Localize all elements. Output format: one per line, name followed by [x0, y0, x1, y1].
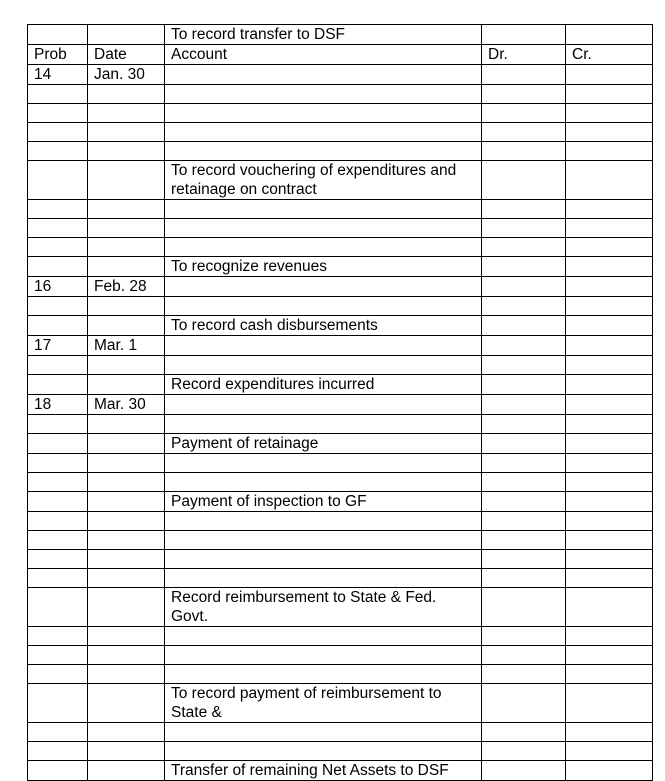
date-cell	[88, 761, 165, 781]
account-cell: Record reimbursement to State & Fed. Govt.	[165, 588, 482, 627]
dr-cell	[482, 742, 566, 761]
date-cell	[88, 627, 165, 646]
header-dr: Dr.	[482, 45, 566, 65]
prob-cell	[28, 665, 88, 684]
dr-cell	[482, 219, 566, 238]
prob-cell: 17	[28, 336, 88, 356]
date-cell	[88, 550, 165, 569]
account-cell: To recognize revenues	[165, 257, 482, 277]
dr-cell	[482, 492, 566, 512]
account-cell	[165, 531, 482, 550]
table-row	[28, 219, 653, 238]
date-cell	[88, 316, 165, 336]
date-cell	[88, 531, 165, 550]
table-row	[28, 434, 653, 454]
dr-cell	[482, 65, 566, 85]
cr-cell	[566, 512, 653, 531]
table-row	[28, 454, 653, 473]
account-cell	[165, 277, 482, 297]
table-row	[28, 665, 653, 684]
dr-cell	[482, 588, 566, 627]
date-cell	[88, 415, 165, 434]
cr-cell	[566, 257, 653, 277]
dr-cell	[482, 531, 566, 550]
date-cell	[88, 569, 165, 588]
cr-cell	[566, 588, 653, 627]
cr-cell	[566, 123, 653, 142]
dr-cell	[482, 761, 566, 781]
cr-cell	[566, 434, 653, 454]
date-cell	[88, 200, 165, 219]
account-cell: To record vouchering of expenditures and retainage on contract	[165, 161, 482, 200]
cr-cell	[566, 761, 653, 781]
prob-cell	[28, 473, 88, 492]
dr-cell	[482, 512, 566, 531]
account-cell	[165, 65, 482, 85]
prob-cell	[28, 85, 88, 104]
prob-cell	[28, 297, 88, 316]
date-cell	[88, 123, 165, 142]
date-cell	[88, 723, 165, 742]
account-cell: Payment of inspection to GF	[165, 492, 482, 512]
title-above-cell: To record transfer to DSF	[165, 25, 482, 45]
account-cell	[165, 723, 482, 742]
dr-cell	[482, 684, 566, 723]
cr-cell	[566, 356, 653, 375]
dr-cell	[482, 104, 566, 123]
account-cell	[165, 356, 482, 375]
table-row	[28, 356, 653, 375]
account-cell	[165, 415, 482, 434]
cr-cell	[566, 684, 653, 723]
date-cell	[88, 238, 165, 257]
cr-cell	[566, 219, 653, 238]
cr-cell	[566, 723, 653, 742]
cr-cell	[566, 627, 653, 646]
prob-cell: 16	[28, 277, 88, 297]
date-cell	[88, 375, 165, 395]
date-cell	[88, 85, 165, 104]
table-row	[28, 512, 653, 531]
dr-cell	[482, 473, 566, 492]
account-cell	[165, 85, 482, 104]
dr-cell	[482, 85, 566, 104]
account-cell	[165, 627, 482, 646]
prob-cell	[28, 219, 88, 238]
table-row	[28, 277, 653, 297]
date-cell	[88, 473, 165, 492]
date-cell	[88, 684, 165, 723]
table-row	[28, 257, 653, 277]
account-cell	[165, 238, 482, 257]
date-cell: Mar. 30	[88, 395, 165, 415]
dr-cell	[482, 395, 566, 415]
cr-cell	[566, 550, 653, 569]
cr-cell	[566, 742, 653, 761]
prob-cell	[28, 257, 88, 277]
cr-cell	[566, 665, 653, 684]
cr-cell	[566, 277, 653, 297]
dr-cell	[482, 123, 566, 142]
dr-cell	[482, 434, 566, 454]
prob-cell	[28, 142, 88, 161]
date-cell	[88, 219, 165, 238]
date-cell	[88, 142, 165, 161]
prob-cell: 18	[28, 395, 88, 415]
dr-cell	[482, 665, 566, 684]
cr-cell	[566, 646, 653, 665]
account-cell	[165, 569, 482, 588]
prob-cell	[28, 375, 88, 395]
dr-cell	[482, 627, 566, 646]
date-cell	[88, 646, 165, 665]
date-cell: Mar. 1	[88, 336, 165, 356]
dr-cell	[482, 375, 566, 395]
cr-cell	[566, 104, 653, 123]
date-cell	[88, 454, 165, 473]
prob-cell	[28, 684, 88, 723]
table-row	[28, 415, 653, 434]
date-cell	[88, 297, 165, 316]
date-cell: Jan. 30	[88, 65, 165, 85]
table-row	[28, 646, 653, 665]
dr-cell	[482, 646, 566, 665]
table-row	[28, 123, 653, 142]
title-dr-cell	[482, 25, 566, 45]
journal-table	[27, 24, 653, 781]
table-row	[28, 531, 653, 550]
dr-cell	[482, 161, 566, 200]
dr-cell	[482, 454, 566, 473]
table-row	[28, 375, 653, 395]
dr-cell	[482, 316, 566, 336]
cr-cell	[566, 395, 653, 415]
account-cell	[165, 665, 482, 684]
table-row	[28, 104, 653, 123]
table-row	[28, 336, 653, 356]
prob-cell	[28, 588, 88, 627]
cr-cell	[566, 85, 653, 104]
cr-cell	[566, 492, 653, 512]
prob-cell	[28, 161, 88, 200]
table-row	[28, 316, 653, 336]
prob-cell	[28, 104, 88, 123]
dr-cell	[482, 238, 566, 257]
dr-cell	[482, 277, 566, 297]
header-prob: Prob	[28, 45, 88, 65]
table-row	[28, 200, 653, 219]
prob-cell	[28, 550, 88, 569]
account-cell	[165, 200, 482, 219]
cr-cell	[566, 238, 653, 257]
prob-cell	[28, 238, 88, 257]
date-cell	[88, 492, 165, 512]
prob-cell	[28, 627, 88, 646]
account-cell	[165, 104, 482, 123]
account-cell	[165, 512, 482, 531]
header-account: Account	[165, 45, 482, 65]
dr-cell	[482, 200, 566, 219]
account-cell	[165, 473, 482, 492]
cr-cell	[566, 142, 653, 161]
table-row	[28, 395, 653, 415]
table-row	[28, 742, 653, 761]
account-cell: Record expenditures incurred	[165, 375, 482, 395]
table-row	[28, 297, 653, 316]
title-row	[28, 25, 653, 45]
account-cell: To record payment of reimbursement to State &	[165, 684, 482, 723]
account-cell	[165, 297, 482, 316]
prob-cell	[28, 512, 88, 531]
table-row	[28, 761, 653, 781]
table-row	[28, 550, 653, 569]
account-cell: To record cash disbursements	[165, 316, 482, 336]
table-row	[28, 588, 653, 627]
cr-cell	[566, 316, 653, 336]
date-cell: Feb. 28	[88, 277, 165, 297]
table-row	[28, 569, 653, 588]
dr-cell	[482, 569, 566, 588]
title-cr-cell	[566, 25, 653, 45]
account-cell	[165, 336, 482, 356]
date-cell	[88, 434, 165, 454]
cr-cell	[566, 415, 653, 434]
dr-cell	[482, 336, 566, 356]
prob-cell	[28, 356, 88, 375]
date-cell	[88, 356, 165, 375]
table-row	[28, 142, 653, 161]
table-row	[28, 627, 653, 646]
account-cell	[165, 142, 482, 161]
account-cell: Payment of retainage	[165, 434, 482, 454]
dr-cell	[482, 142, 566, 161]
account-cell: Transfer of remaining Net Assets to DSF	[165, 761, 482, 781]
journal-body	[28, 25, 653, 781]
cr-cell	[566, 200, 653, 219]
date-cell	[88, 665, 165, 684]
cr-cell	[566, 569, 653, 588]
date-cell	[88, 104, 165, 123]
table-row	[28, 238, 653, 257]
cr-cell	[566, 531, 653, 550]
date-cell	[88, 742, 165, 761]
header-date: Date	[88, 45, 165, 65]
cr-cell	[566, 375, 653, 395]
table-row	[28, 723, 653, 742]
account-cell	[165, 550, 482, 569]
prob-cell	[28, 742, 88, 761]
date-cell	[88, 588, 165, 627]
date-cell	[88, 161, 165, 200]
prob-cell	[28, 316, 88, 336]
dr-cell	[482, 415, 566, 434]
table-row	[28, 492, 653, 512]
cr-cell	[566, 336, 653, 356]
date-cell	[88, 257, 165, 277]
prob-cell	[28, 200, 88, 219]
prob-cell	[28, 434, 88, 454]
account-cell	[165, 742, 482, 761]
table-row	[28, 161, 653, 200]
prob-cell: 14	[28, 65, 88, 85]
account-cell	[165, 646, 482, 665]
prob-cell	[28, 761, 88, 781]
account-cell	[165, 395, 482, 415]
cr-cell	[566, 65, 653, 85]
prob-cell	[28, 569, 88, 588]
dr-cell	[482, 297, 566, 316]
prob-cell	[28, 415, 88, 434]
cr-cell	[566, 297, 653, 316]
cr-cell	[566, 473, 653, 492]
cr-cell	[566, 454, 653, 473]
table-row	[28, 473, 653, 492]
table-row	[28, 85, 653, 104]
prob-cell	[28, 531, 88, 550]
account-cell	[165, 219, 482, 238]
account-cell	[165, 454, 482, 473]
prob-cell	[28, 723, 88, 742]
header-cr: Cr.	[566, 45, 653, 65]
title-prob-cell	[28, 25, 88, 45]
table-row	[28, 65, 653, 85]
title-date-cell	[88, 25, 165, 45]
header-row	[28, 45, 653, 65]
dr-cell	[482, 723, 566, 742]
date-cell	[88, 512, 165, 531]
dr-cell	[482, 356, 566, 375]
prob-cell	[28, 123, 88, 142]
account-cell	[165, 123, 482, 142]
table-row	[28, 684, 653, 723]
cr-cell	[566, 161, 653, 200]
dr-cell	[482, 550, 566, 569]
dr-cell	[482, 257, 566, 277]
prob-cell	[28, 492, 88, 512]
prob-cell	[28, 646, 88, 665]
prob-cell	[28, 454, 88, 473]
